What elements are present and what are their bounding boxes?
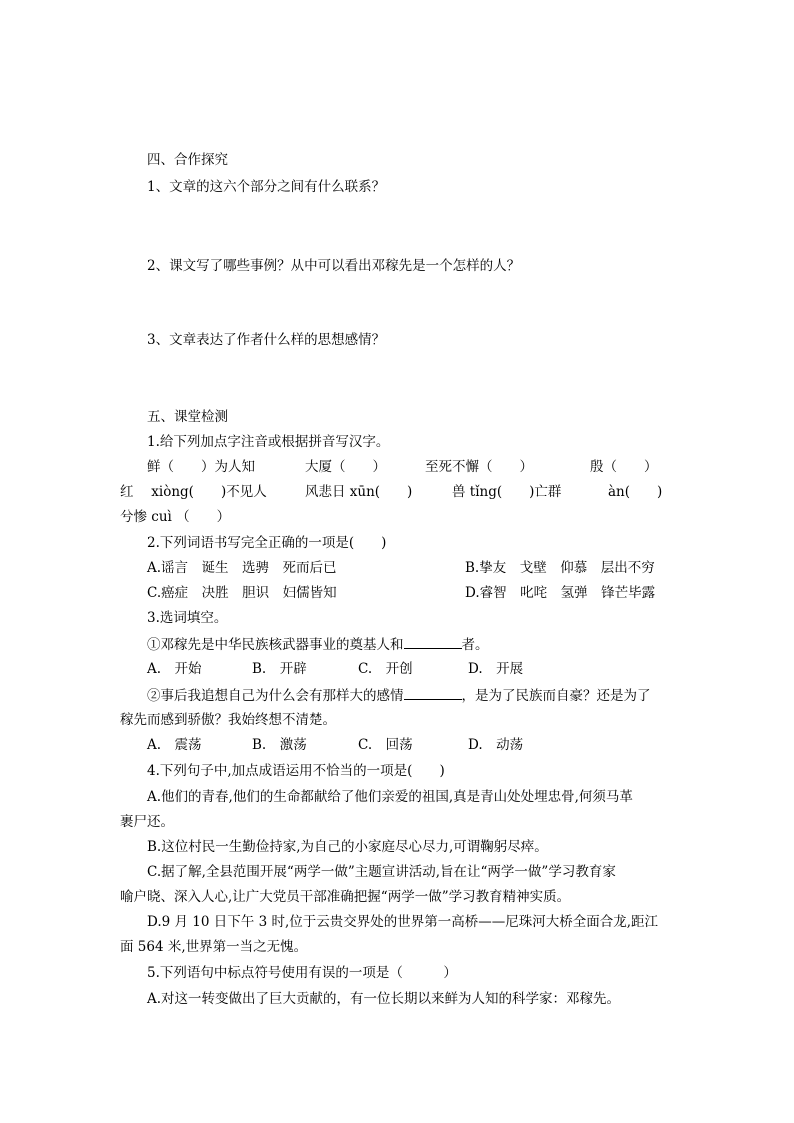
q3-s2-option-b: B. 激荡 xyxy=(252,737,307,753)
q3-s1-option-c: C. 开创 xyxy=(358,661,413,677)
q5-option-a: A.对这一转变做出了巨大贡献的，有一位长期以来鲜为人知的科学家：邓稼先。 xyxy=(147,991,621,1007)
q1-item-yin: 殷（ ） xyxy=(590,459,658,475)
q1-stem: 1.给下列加点字注音或根据拼音写汉字。 xyxy=(147,434,390,450)
q3-sentence-2-cont: 稼先而感到骄傲？我始终想不清楚。 xyxy=(120,712,336,728)
q3-s2-option-c: C. 回荡 xyxy=(358,737,413,753)
q3-s1-option-d: D. 开展 xyxy=(468,661,524,677)
q3-s2-option-d: D. 动荡 xyxy=(468,737,524,753)
q1-item-xian: 鲜（ ）为人知 xyxy=(147,459,255,475)
q2-stem: 2.下列词语书写完全正确的一项是( ) xyxy=(147,535,387,551)
q2-option-a: A.谣言 诞生 选骋 死而后已 xyxy=(147,560,337,576)
q4-option-a-line2: 裹尸还。 xyxy=(120,814,174,830)
q2-option-d: D.睿智 叱咤 氢弹 锋芒毕露 xyxy=(465,585,656,601)
q4-option-c-line2: 喻户晓、深入人心,让广大党员干部准确把握“两学一做”学习教育精神实质。 xyxy=(120,889,571,905)
q2-option-c: C.癌症 决胜 胆识 妇儒皆知 xyxy=(147,585,337,601)
q3-s1-option-a: A. 开始 xyxy=(147,661,202,677)
q3-s2-option-a: A. 震荡 xyxy=(147,737,202,753)
q3-stem: 3.选词填空。 xyxy=(147,610,228,626)
q3-s1-option-b: B. 开辟 xyxy=(252,661,307,677)
q3-s1-pre: ①邓稼先是中华民族核武器事业的奠基人和 xyxy=(147,637,404,653)
q4-option-d-line2: 面 564 米,世界第一当之无愧。 xyxy=(120,939,308,955)
q3-s2-pre: ②事后我追想自己为什么会有那样大的感情 xyxy=(147,688,404,704)
q4-option-d-line1: D.9 月 10 日下午 3 时,位于云贵交界处的世界第一高桥——尼珠河大桥全面合龙,距江 xyxy=(147,914,659,930)
q3-s2-post: ，是为了民族而自豪？还是为了 xyxy=(461,688,651,704)
q5-stem: 5.下列语句中标点符号使用有误的一项是（ ） xyxy=(147,965,457,981)
q1-item-an: àn( ) xyxy=(608,484,663,500)
q1-item-dasha: 大厦（ ） xyxy=(305,459,386,475)
q4-option-a-line1: A.他们的青春,他们的生命都献给了他们亲爱的祖国,真是青山处处埋忠骨,何须马革 xyxy=(147,789,633,805)
q3-sentence-1 xyxy=(147,634,489,655)
q3-s2-blank xyxy=(404,685,462,700)
q3-sentence-2 xyxy=(147,685,651,706)
q1-item-cui: 兮惨 cuì （ ） xyxy=(120,509,231,525)
section4-question-2: 2、课文写了哪些事例？从中可以看出邓稼先是一个怎样的人？ xyxy=(147,258,521,274)
section5-heading: 五、课堂检测 xyxy=(147,409,228,425)
q1-item-zhisibuxie: 至死不懈（ ） xyxy=(425,459,533,475)
q4-stem: 4.下列句子中,加点成语运用不恰当的一项是( ) xyxy=(147,763,445,779)
q1-item-ting: 兽 tǐng( )亡群 xyxy=(452,484,562,500)
q4-option-b: B.这位村民一生勤俭持家,为自己的小家庭尽心尽力,可谓鞠躬尽瘁。 xyxy=(147,839,548,855)
q4-option-c-line1: C.据了解,全县范围开展“两学一做”主题宣讲活动,旨在让“两学一做”学习教育家 xyxy=(147,864,616,880)
section4-question-3: 3、文章表达了作者什么样的思想感情？ xyxy=(147,332,386,348)
q3-s1-blank xyxy=(404,634,462,649)
q1-item-xun: 风悲日 xūn( ) xyxy=(305,484,413,500)
q1-item-xiong: 红 xiòng( )不见人 xyxy=(120,484,267,500)
q3-s1-post: 者。 xyxy=(461,637,489,653)
section4-heading: 四、合作探究 xyxy=(147,152,228,168)
section4-question-1: 1、文章的这六个部分之间有什么联系？ xyxy=(147,179,386,195)
q2-option-b: B.挚友 戈壁 仰慕 层出不穷 xyxy=(465,560,655,576)
